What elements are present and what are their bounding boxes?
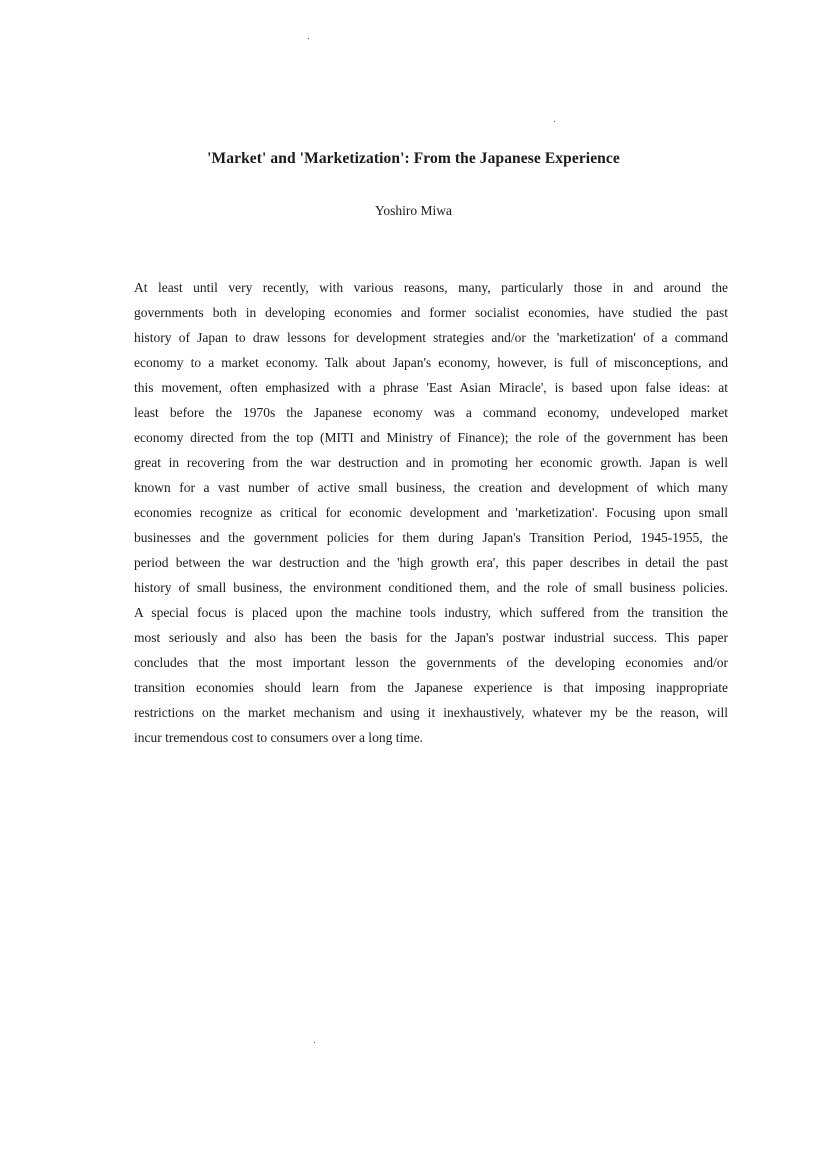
abstract-line: least before the 1970s the Japanese economy was a command economy, undeveloped market bbox=[134, 405, 728, 420]
abstract-line: incur tremendous cost to consumers over a long time. bbox=[134, 730, 424, 745]
abstract-line: economies recognize as critical for economic development and 'marketization'. Focusing upon small bbox=[134, 505, 728, 520]
abstract-line: most seriously and also has been the basis for the Japan's postwar industrial success. This paper bbox=[134, 630, 728, 645]
abstract-line: this movement, often emphasized with a phrase 'East Asian Miracle', is based upon false ideas: at bbox=[134, 380, 728, 395]
abstract-line: transition economies should learn from the Japanese experience is that imposing inappropriate bbox=[134, 680, 728, 695]
abstract-line: period between the war destruction and the 'high growth era', this paper describes in detail the past bbox=[134, 555, 728, 570]
abstract-line: At least until very recently, with various reasons, many, particularly those in and around the bbox=[134, 280, 728, 295]
abstract-line: economy to a market economy. Talk about Japan's economy, however, is full of misconceptions, and bbox=[134, 355, 728, 370]
abstract-line: great in recovering from the war destruction and in promoting her economic growth. Japan is well bbox=[134, 455, 728, 470]
abstract-line: history of Japan to draw lessons for development strategies and/or the 'marketization' of a command bbox=[134, 330, 728, 345]
abstract-line: economy directed from the top (MITI and Ministry of Finance); the role of the government has been bbox=[134, 430, 728, 445]
scan-speck bbox=[554, 121, 555, 122]
abstract-line: history of small business, the environment conditioned them, and the role of small business policies. bbox=[134, 580, 728, 595]
abstract-line: businesses and the government policies for them during Japan's Transition Period, 1945-1955, the bbox=[134, 530, 728, 545]
abstract-line: known for a vast number of active small business, the creation and development of which many bbox=[134, 480, 728, 495]
abstract-line: restrictions on the market mechanism and using it inexhaustively, whatever my be the reason, will bbox=[134, 705, 728, 720]
scan-speck bbox=[314, 1042, 315, 1043]
abstract-paragraph bbox=[134, 275, 728, 750]
abstract-line: concludes that the most important lesson the governments of the developing economies and/or bbox=[134, 655, 728, 670]
abstract-line: governments both in developing economies and former socialist economies, have studied the past bbox=[134, 305, 728, 320]
scan-speck bbox=[308, 38, 309, 39]
abstract-line: A special focus is placed upon the machine tools industry, which suffered from the transition the bbox=[134, 605, 728, 620]
author-name: Yoshiro Miwa bbox=[374, 203, 453, 218]
paper-title: 'Market' and 'Marketization': From the Japanese Experience bbox=[207, 150, 620, 167]
